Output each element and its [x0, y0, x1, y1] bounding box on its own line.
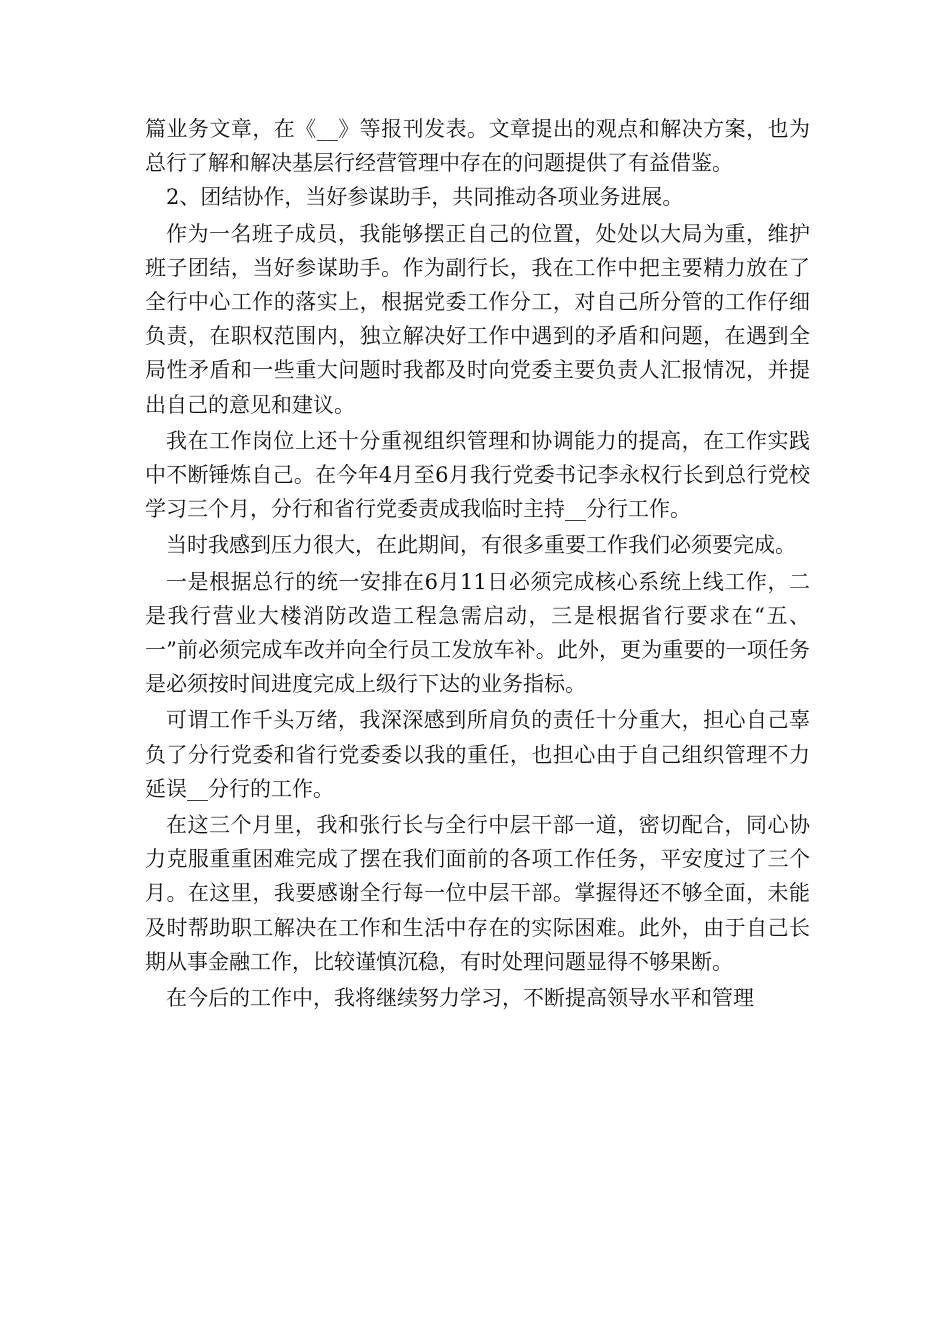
paragraph-6: 可谓工作千头万绪，我深深感到所肩负的责任十分重大，担心自己辜负了分行党委和省行党委委以我的重任，也担心由于自己组织管理不力延误__分行的工作。: [145, 708, 810, 801]
paragraph-7: 在这三个月里，我和张行长与全行中层干部一道，密切配合，同心协力克服重重困难完成了摆在我们面前的各项工作任务，平安度过了三个月。在这里，我要感谢全行每一位中层干部。掌握得还不够全面，未能及时帮助职工解决在工作和生活中存在的实际困难。此外，由于自己长期从事金融工作，比较谨慎沉稳，有时处理问题显得不够果断。: [145, 813, 810, 974]
paragraph-1: 篇业务文章，在《__》等报刊发表。文章提出的观点和解决方案，也为总行了解和解决基层行经营管理中存在的问题提供了有益借鉴。: [145, 117, 810, 176]
paragraph-8: 在今后的工作中，我将继续努力学习，不断提高领导水平和管理: [166, 986, 754, 1011]
paragraph-2: 作为一名班子成员，我能够摆正自己的位置，处处以大局为重，维护班子团结，当好参谋助手。作为副行长，我在工作中把主要精力放在了全行中心工作的落实上，根据党委工作分工，对自己所分管的工作仔细负责，在职权范围内，独立解决好工作中遇到的矛盾和问题，在遇到全局性矛盾和一些重大问题时我都及时向党委主要负责人汇报情况，并提出自己的意见和建议。: [145, 221, 810, 417]
paragraph-5: 一是根据总行的统一安排在6月11日必须完成核心系统上线工作，二是我行营业大楼消防改造工程急需启动，三是根据省行要求在“五、一”前必须完成车改并向全行员工发放车补。此外，更为重要的一项任务是必须按时间进度完成上级行下达的业务指标。: [145, 569, 810, 697]
paragraph-4: 当时我感到压力很大，在此期间，有很多重要工作我们必须要完成。: [166, 533, 796, 558]
section-heading: 2、团结协作，当好参谋助手，共同推动各项业务进展。: [166, 185, 684, 210]
paragraph-3: 我在工作岗位上还十分重视组织管理和协调能力的提高，在工作实践中不断锤炼自己。在今年4月至6月我行党委书记李永权行长到总行党校学习三个月，分行和省行党委责成我临时主持__分行工作。: [145, 428, 810, 522]
document-body: [145, 112, 810, 1015]
